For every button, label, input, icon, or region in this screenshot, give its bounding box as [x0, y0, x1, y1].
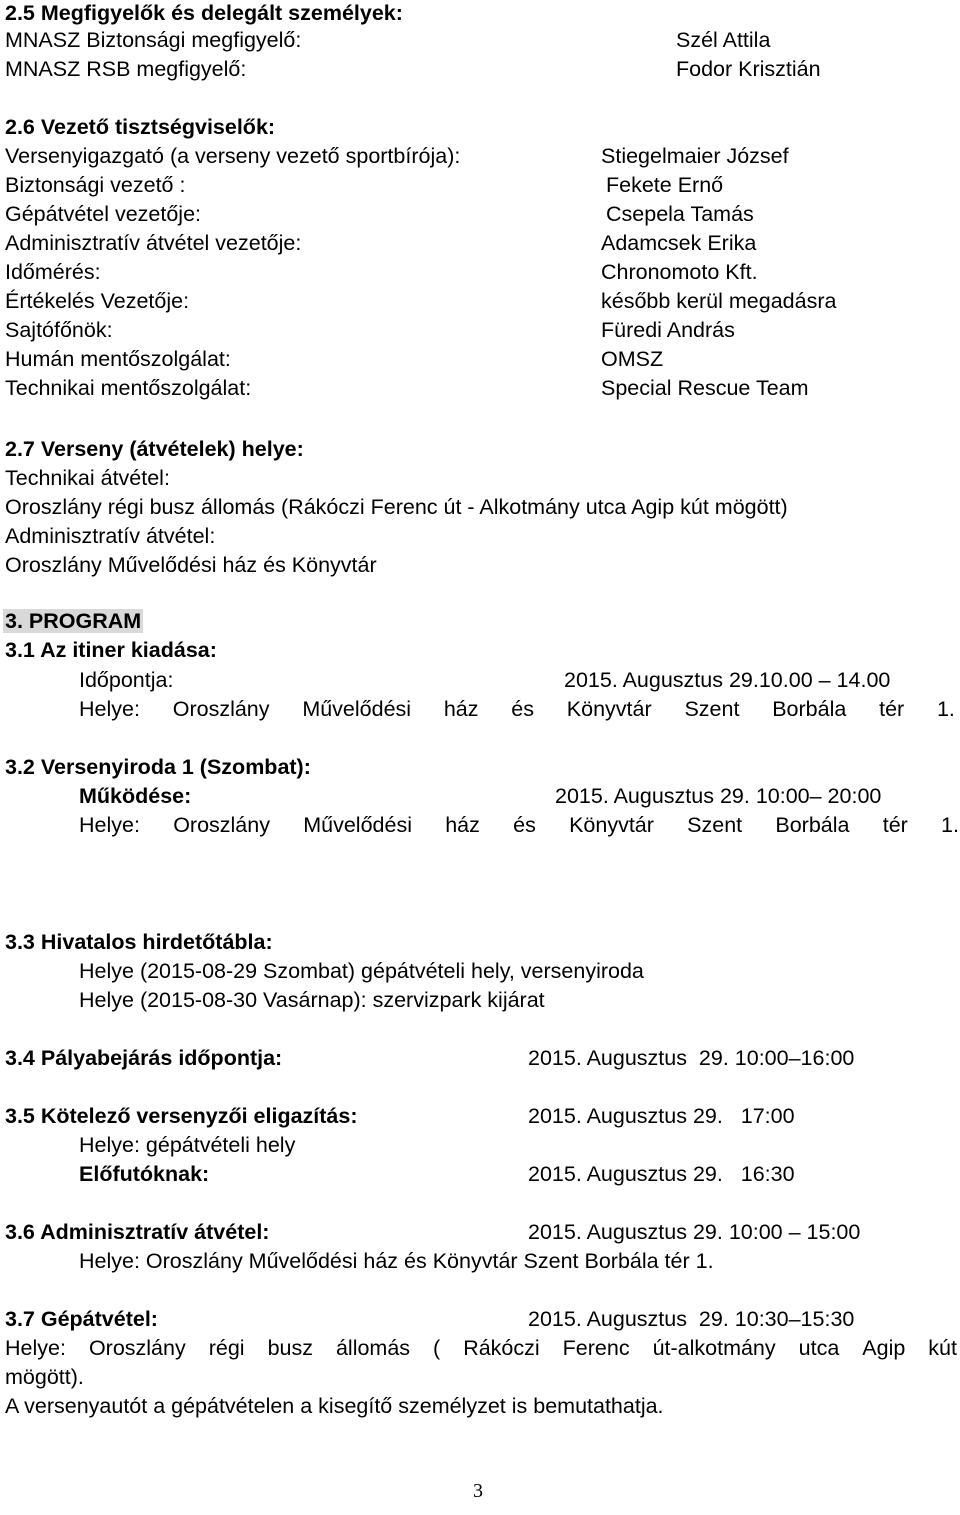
office-place-word: és — [513, 813, 536, 837]
program-heading — [3, 608, 143, 634]
official-value: OMSZ — [601, 347, 664, 371]
itiner-place-word: Szent — [684, 697, 740, 721]
noticeboard-line: Helye (2015-08-29 Szombat) gépátvételi hely, versenyiroda — [79, 959, 644, 983]
scrutineering-place-word: Agip — [862, 1336, 906, 1360]
official-value: később kerül megadásra — [601, 289, 837, 313]
official-label: Humán mentőszolgálat: — [5, 347, 231, 371]
official-label: Időmérés: — [5, 260, 101, 284]
scrutineering-place-word: utca — [798, 1336, 840, 1360]
scrutineering-place-word: Rákóczi — [463, 1336, 540, 1360]
section-2-5-heading: 2.5 Megfigyelők és delegált személyek: — [5, 1, 403, 25]
scrutineering-place-word: régi — [208, 1336, 245, 1360]
office-place-word: ház — [445, 813, 480, 837]
admin-check-time-value: 2015. Augusztus 29. 10:00 – 15:00 — [528, 1220, 861, 1244]
recce-time-value: 2015. Augusztus 29. 10:00–16:00 — [528, 1046, 855, 1070]
section-2-6-heading: 2.6 Vezető tisztségviselők: — [5, 115, 276, 139]
observer-label: MNASZ RSB megfigyelő: — [5, 57, 247, 81]
itiner-place-word: ház — [443, 697, 479, 721]
office-place-word: Oroszlány — [173, 813, 270, 837]
official-label: Értékelés Vezetője: — [5, 289, 190, 313]
official-label: Adminisztratív átvétel vezetője: — [5, 231, 302, 255]
office-place-word: Könyvtár — [569, 813, 654, 837]
itiner-place-word: Könyvtár — [566, 697, 652, 721]
scrutineering-place-cont: mögött). — [5, 1365, 84, 1389]
official-label: Gépátvétel vezetője: — [5, 202, 202, 226]
scrutineering-place-word: Helye: — [5, 1336, 66, 1360]
section-3-4-heading: 3.4 Pályabejárás időpontja: — [5, 1046, 283, 1070]
itiner-place-word: Művelődési — [302, 697, 412, 721]
official-value: Fekete Ernő — [606, 173, 724, 197]
official-value: Adamcsek Erika — [601, 231, 757, 255]
briefing-place: Helye: gépátvételi hely — [79, 1133, 296, 1157]
section-3-3-heading: 3.3 Hivatalos hirdetőtábla: — [5, 930, 273, 954]
scrutineering-time-value: 2015. Augusztus 29. 10:30–15:30 — [528, 1307, 855, 1331]
scrutineering-place-word: ( — [433, 1336, 441, 1360]
itiner-place-word: Borbála — [772, 697, 847, 721]
itiner-place-word: 1. — [936, 697, 955, 721]
official-value: Füredi András — [601, 318, 735, 342]
section-3-5-heading: 3.5 Kötelező versenyzői eligazítás: — [5, 1104, 358, 1128]
scrutineering-place-word: kút — [928, 1336, 957, 1360]
itiner-place-word: Helye: — [79, 697, 140, 721]
scrutineering-note: A versenyautót a gépátvételen a kisegítő személyzet is bemutathatja. — [5, 1394, 664, 1418]
office-place-word: Borbála — [775, 813, 850, 837]
scrutineering-place-word: busz — [267, 1336, 313, 1360]
official-value: Special Rescue Team — [601, 376, 809, 400]
section-3-7-heading: 3.7 Gépátvétel: — [5, 1307, 158, 1331]
office-time-value: 2015. Augusztus 29. 10:00– 20:00 — [555, 784, 882, 808]
noticeboard-line: Helye (2015-08-30 Vasárnap): szervizpark kijárat — [79, 988, 545, 1012]
official-label: Versenyigazgató (a verseny vezető sportbírója): — [5, 144, 461, 168]
briefing-time-value: 2015. Augusztus 29. 17:00 — [528, 1104, 795, 1128]
office-place-word: Művelődési — [303, 813, 412, 837]
venue-line: Oroszlány Művelődési ház és Könyvtár — [5, 553, 377, 577]
official-label: Sajtófőnök: — [5, 318, 113, 342]
official-label: Technikai mentőszolgálat: — [5, 376, 252, 400]
scrutineering-place — [5, 1335, 957, 1361]
office-place-word: Helye: — [79, 813, 140, 837]
office-place-word: Szent — [687, 813, 743, 837]
section-2-7-heading: 2.7 Verseny (átvételek) helye: — [5, 437, 304, 461]
venue-line: Adminisztratív átvétel: — [5, 524, 216, 548]
official-label: Biztonsági vezető : — [5, 173, 186, 197]
observer-label: MNASZ Biztonsági megfigyelő: — [5, 28, 302, 52]
itiner-place-word: Oroszlány — [172, 697, 270, 721]
itiner-place — [79, 696, 955, 722]
venue-line: Technikai átvétel: — [5, 466, 170, 490]
scrutineering-place-word: út-alkotmány — [652, 1336, 776, 1360]
office-place — [79, 812, 959, 838]
page-number: 3 — [473, 1480, 483, 1502]
itiner-time-value: 2015. Augusztus 29.10.00 – 14.00 — [564, 668, 891, 692]
itiner-place-word: tér — [879, 697, 905, 721]
office-place-word: tér — [882, 813, 908, 837]
office-time-label: Működése: — [79, 784, 192, 808]
official-value: Csepela Tamás — [606, 202, 754, 226]
precar-time-value: 2015. Augusztus 29. 16:30 — [528, 1162, 795, 1186]
observer-value: Fodor Krisztián — [676, 57, 821, 81]
official-value: Chronomoto Kft. — [601, 260, 758, 284]
office-place-word: 1. — [941, 813, 959, 837]
program-heading-text: 3. PROGRAM — [5, 609, 142, 633]
section-3-2-heading: 3.2 Versenyiroda 1 (Szombat): — [5, 755, 311, 779]
itiner-place-word: és — [511, 697, 535, 721]
scrutineering-place-word: Oroszlány — [88, 1336, 186, 1360]
itiner-time-label: Időpontja: — [79, 668, 174, 692]
scrutineering-place-word: Ferenc — [562, 1336, 630, 1360]
venue-line: Oroszlány régi busz állomás (Rákóczi Ferenc út - Alkotmány utca Agip kút mögött) — [5, 495, 788, 519]
scrutineering-place-word: állomás — [335, 1336, 411, 1360]
admin-check-place: Helye: Oroszlány Művelődési ház és Könyvtár Szent Borbála tér 1. — [79, 1249, 714, 1273]
precar-label: Előfutóknak: — [79, 1162, 210, 1186]
observer-value: Szél Attila — [676, 28, 771, 52]
section-3-6-heading: 3.6 Adminisztratív átvétel: — [5, 1220, 270, 1244]
official-value: Stiegelmaier József — [601, 144, 789, 168]
section-3-1-heading: 3.1 Az itiner kiadása: — [5, 638, 217, 662]
